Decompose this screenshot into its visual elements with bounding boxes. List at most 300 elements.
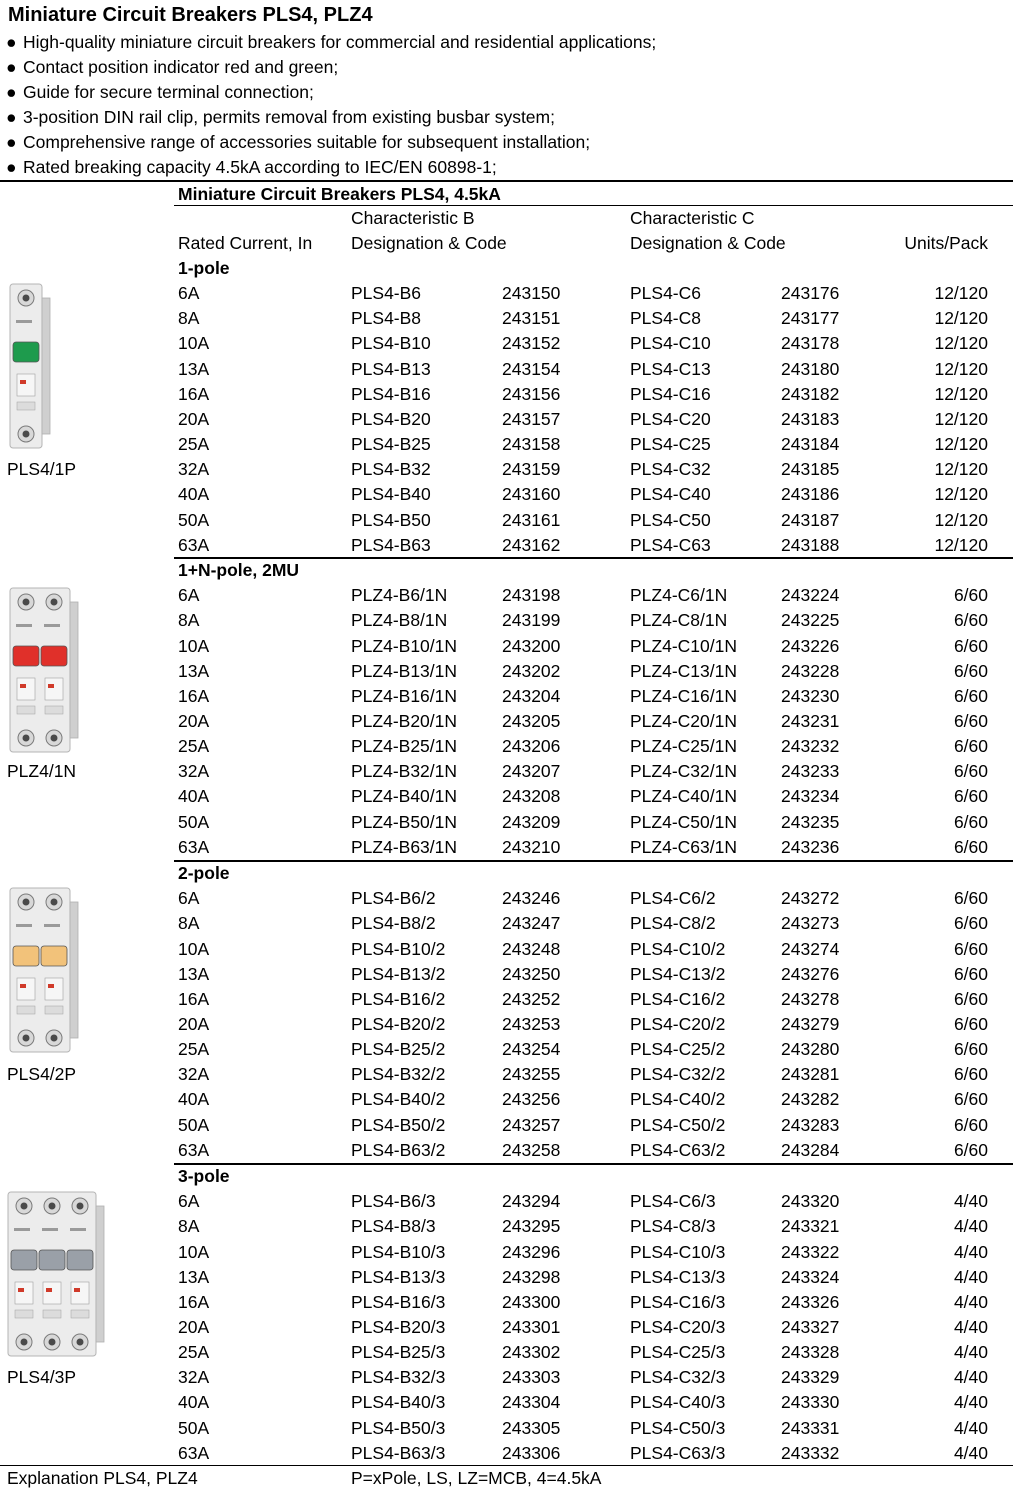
cell-units-pack: 4/40 (953, 1442, 988, 1463)
cell-designation-c: PLZ4-C32/1N (630, 761, 737, 782)
cell-designation-c: PLS4-C10/2 (630, 938, 726, 959)
cell-designation-c: PLS4-C6/3 (630, 1191, 716, 1212)
cell-code-b: 243208 (502, 786, 561, 807)
cell-units-pack: 4/40 (953, 1291, 988, 1312)
cell-designation-b: PLS4-B8 (351, 308, 422, 329)
cell-code-c: 243273 (781, 913, 840, 934)
cell-rated-current: 25A (178, 736, 210, 756)
product-label: PLS4/3P (7, 1367, 77, 1388)
cell-code-c: 243281 (781, 1064, 840, 1085)
cell-designation-c: PLS4-C63/3 (630, 1442, 726, 1463)
feature-item: ● Guide for secure terminal connection; (6, 80, 996, 105)
cell-code-c: 243274 (781, 938, 840, 959)
cell-designation-b: PLS4-B40/3 (351, 1392, 446, 1413)
cell-units-pack: 12/120 (934, 333, 988, 354)
cell-designation-c: PLS4-C20/3 (630, 1316, 726, 1337)
breaker-icon (8, 280, 54, 452)
cell-code-b: 243204 (502, 685, 561, 706)
cell-designation-c: PLS4-C25/3 (630, 1342, 726, 1362)
cell-rated-current: 6A (178, 1191, 200, 1212)
cell-designation-c: PLS4-C63 (630, 534, 711, 555)
cell-code-c: 243183 (781, 408, 840, 429)
cell-rated-current: 16A (178, 383, 210, 404)
cell-code-b: 243254 (502, 1039, 561, 1059)
cell-designation-c: PLZ4-C25/1N (630, 736, 737, 756)
section-divider (174, 1163, 1013, 1165)
bullet-icon: ● (6, 157, 17, 178)
feature-item: ● Comprehensive range of accessories suitable for subsequent installation; (6, 130, 996, 155)
cell-code-c: 243327 (781, 1316, 840, 1337)
cell-code-b: 243162 (502, 534, 561, 555)
section-heading: 2-pole (178, 863, 230, 883)
cell-designation-c: PLS4-C32 (630, 459, 711, 480)
cell-designation-b: PLS4-B13 (351, 358, 431, 379)
cell-units-pack: 6/60 (953, 610, 988, 631)
page-title: Miniature Circuit Breakers PLS4, PLZ4 (8, 4, 373, 26)
header-characteristic-b: Characteristic B (351, 208, 475, 228)
cell-units-pack: 6/60 (953, 938, 988, 959)
cell-rated-current: 63A (178, 1139, 210, 1160)
cell-designation-c: PLS4-C40 (630, 484, 711, 505)
cell-code-c: 243185 (781, 459, 840, 480)
cell-units-pack: 12/120 (934, 434, 988, 454)
cell-designation-b: PLS4-B20/2 (351, 1013, 446, 1034)
cell-units-pack: 12/120 (934, 509, 988, 530)
cell-designation-b: PLZ4-B8/1N (351, 610, 448, 631)
cell-designation-c: PLZ4-C20/1N (630, 710, 737, 731)
cell-designation-c: PLS4-C8/2 (630, 913, 716, 934)
cell-designation-b: PLS4-B16/2 (351, 988, 446, 1009)
cell-code-c: 243184 (781, 434, 840, 454)
breaker-image (8, 884, 82, 1061)
cell-code-c: 243279 (781, 1013, 840, 1034)
cell-designation-c: PLS4-C20/2 (630, 1013, 726, 1034)
cell-units-pack: 4/40 (953, 1241, 988, 1262)
cell-designation-b: PLZ4-B13/1N (351, 660, 458, 681)
cell-code-c: 243280 (781, 1039, 840, 1059)
cell-designation-c: PLS4-C16/2 (630, 988, 726, 1009)
cell-code-c: 243182 (781, 383, 840, 404)
cell-designation-b: PLS4-B63 (351, 534, 431, 555)
cell-code-b: 243199 (502, 610, 561, 631)
cell-rated-current: 13A (178, 963, 210, 984)
cell-code-b: 243252 (502, 988, 561, 1009)
cell-code-c: 243326 (781, 1291, 840, 1312)
cell-rated-current: 10A (178, 635, 210, 656)
cell-designation-c: PLS4-C50/2 (630, 1114, 726, 1135)
cell-code-c: 243178 (781, 333, 840, 354)
cell-rated-current: 20A (178, 408, 210, 429)
cell-code-c: 243176 (781, 283, 840, 304)
breaker-image (8, 280, 54, 457)
cell-units-pack: 4/40 (953, 1392, 988, 1413)
cell-code-b: 243302 (502, 1342, 561, 1362)
cell-rated-current: 50A (178, 811, 210, 832)
cell-designation-b: PLZ4-B20/1N (351, 710, 458, 731)
cell-rated-current: 8A (178, 913, 200, 934)
cell-units-pack: 6/60 (953, 736, 988, 756)
cell-designation-c: PLZ4-C6/1N (630, 585, 728, 606)
cell-rated-current: 50A (178, 1417, 210, 1438)
cell-designation-c: PLS4-C8 (630, 308, 702, 329)
header-rated-current: Rated Current, In (178, 233, 313, 253)
cell-units-pack: 6/60 (953, 1089, 988, 1110)
cell-designation-b: PLS4-B10 (351, 333, 431, 354)
cell-rated-current: 10A (178, 938, 210, 959)
cell-code-b: 243198 (502, 585, 561, 606)
cell-designation-c: PLZ4-C10/1N (630, 635, 737, 656)
cell-designation-c: PLZ4-C50/1N (630, 811, 737, 832)
cell-units-pack: 6/60 (953, 963, 988, 984)
cell-code-b: 243202 (502, 660, 561, 681)
cell-designation-b: PLS4-B10/3 (351, 1241, 446, 1262)
cell-code-c: 243226 (781, 635, 840, 656)
cell-designation-c: PLS4-C32/3 (630, 1367, 726, 1388)
cell-code-c: 243322 (781, 1241, 840, 1262)
cell-rated-current: 40A (178, 484, 210, 505)
cell-designation-c: PLS4-C13/3 (630, 1266, 726, 1287)
cell-designation-b: PLZ4-B63/1N (351, 836, 458, 857)
bullet-icon: ● (6, 82, 17, 103)
cell-rated-current: 10A (178, 333, 210, 354)
cell-units-pack: 6/60 (953, 585, 988, 606)
cell-designation-b: PLZ4-B50/1N (351, 811, 458, 832)
cell-units-pack: 6/60 (953, 710, 988, 731)
feature-list (6, 30, 996, 181)
cell-code-c: 243234 (781, 786, 840, 807)
cell-units-pack: 6/60 (953, 660, 988, 681)
cell-designation-b: PLZ4-B6/1N (351, 585, 448, 606)
cell-rated-current: 10A (178, 1241, 210, 1262)
cell-code-c: 243232 (781, 736, 840, 756)
cell-code-c: 243332 (781, 1442, 840, 1463)
cell-code-b: 243304 (502, 1392, 561, 1413)
cell-units-pack: 12/120 (934, 534, 988, 555)
cell-rated-current: 63A (178, 836, 210, 857)
cell-rated-current: 16A (178, 988, 210, 1009)
cell-rated-current: 25A (178, 434, 210, 454)
cell-designation-c: PLS4-C10 (630, 333, 711, 354)
breaker-icon (6, 1188, 108, 1360)
cell-units-pack: 4/40 (953, 1417, 988, 1438)
cell-rated-current: 13A (178, 358, 210, 379)
cell-designation-c: PLS4-C20 (630, 408, 711, 429)
cell-code-c: 243320 (781, 1191, 840, 1212)
cell-rated-current: 20A (178, 1316, 210, 1337)
cell-code-b: 243258 (502, 1139, 561, 1160)
cell-designation-c: PLS4-C8/3 (630, 1216, 716, 1237)
cell-designation-b: PLS4-B13/3 (351, 1266, 446, 1287)
cell-rated-current: 8A (178, 1216, 200, 1237)
cell-code-c: 243282 (781, 1089, 840, 1110)
cell-units-pack: 12/120 (934, 383, 988, 404)
cell-rated-current: 32A (178, 1064, 210, 1085)
section-divider (174, 557, 1013, 559)
feature-item: ● 3-position DIN rail clip, permits removal from existing busbar system; (6, 105, 996, 130)
cell-designation-c: PLS4-C50 (630, 509, 711, 530)
cell-code-b: 243250 (502, 963, 561, 984)
cell-designation-b: PLS4-B32/3 (351, 1367, 446, 1388)
cell-code-c: 243330 (781, 1392, 840, 1413)
cell-designation-c: PLS4-C13/2 (630, 963, 726, 984)
cell-designation-b: PLS4-B63/3 (351, 1442, 446, 1463)
cell-designation-c: PLS4-C6 (630, 283, 702, 304)
cell-designation-b: PLS4-B8/3 (351, 1216, 436, 1237)
cell-units-pack: 4/40 (953, 1342, 988, 1362)
cell-designation-b: PLS4-B20 (351, 408, 431, 429)
cell-code-c: 243180 (781, 358, 840, 379)
cell-units-pack: 6/60 (953, 1139, 988, 1160)
cell-code-c: 243177 (781, 308, 840, 329)
header-units-pack: Units/Pack (904, 233, 988, 253)
cell-code-c: 243233 (781, 761, 840, 782)
cell-units-pack: 6/60 (953, 786, 988, 807)
cell-rated-current: 25A (178, 1342, 210, 1362)
cell-designation-b: PLZ4-B32/1N (351, 761, 458, 782)
feature-item: ● Contact position indicator red and green; (6, 55, 996, 80)
cell-units-pack: 4/40 (953, 1367, 988, 1388)
header-designation-b: Designation & Code (351, 233, 507, 253)
cell-code-b: 243151 (502, 308, 561, 329)
cell-code-b: 243298 (502, 1266, 561, 1287)
cell-code-b: 243207 (502, 761, 561, 782)
cell-units-pack: 6/60 (953, 1013, 988, 1034)
section-heading: 1+N-pole, 2MU (178, 560, 300, 580)
cell-rated-current: 32A (178, 459, 210, 480)
feature-item: ● High-quality miniature circuit breakers for commercial and residential applications; (6, 30, 996, 55)
cell-units-pack: 6/60 (953, 1064, 988, 1085)
cell-units-pack: 6/60 (953, 988, 988, 1009)
cell-code-c: 243186 (781, 484, 840, 505)
cell-rated-current: 50A (178, 1114, 210, 1135)
cell-units-pack: 4/40 (953, 1191, 988, 1212)
cell-code-b: 243200 (502, 635, 561, 656)
cell-rated-current: 20A (178, 1013, 210, 1034)
cell-designation-c: PLZ4-C8/1N (630, 610, 728, 631)
cell-designation-b: PLS4-B25/2 (351, 1039, 446, 1059)
cell-code-b: 243246 (502, 888, 561, 909)
cell-designation-b: PLZ4-B25/1N (351, 736, 458, 756)
cell-rated-current: 8A (178, 610, 200, 631)
cell-designation-b: PLS4-B13/2 (351, 963, 446, 984)
header-designation-c: Designation & Code (630, 233, 786, 253)
cell-rated-current: 6A (178, 283, 200, 304)
cell-code-b: 243206 (502, 736, 561, 756)
cell-designation-b: PLS4-B50/2 (351, 1114, 446, 1135)
cell-code-c: 243272 (781, 888, 840, 909)
cell-designation-c: PLS4-C50/3 (630, 1417, 726, 1438)
cell-rated-current: 63A (178, 534, 210, 555)
cell-code-b: 243295 (502, 1216, 561, 1237)
cell-code-c: 243283 (781, 1114, 840, 1135)
cell-units-pack: 12/120 (934, 283, 988, 304)
cell-designation-c: PLZ4-C16/1N (630, 685, 737, 706)
cell-units-pack: 6/60 (953, 761, 988, 782)
cell-units-pack: 6/60 (953, 888, 988, 909)
cell-code-b: 243205 (502, 710, 561, 731)
cell-designation-b: PLS4-B40/2 (351, 1089, 446, 1110)
cell-designation-c: PLS4-C10/3 (630, 1241, 726, 1262)
cell-units-pack: 6/60 (953, 811, 988, 832)
cell-designation-c: PLS4-C40/3 (630, 1392, 726, 1413)
cell-rated-current: 25A (178, 1039, 210, 1059)
cell-code-b: 243157 (502, 408, 561, 429)
cell-code-c: 243235 (781, 811, 840, 832)
cell-designation-c: PLS4-C63/2 (630, 1139, 726, 1160)
breaker-image (8, 584, 82, 761)
cell-designation-b: PLS4-B32/2 (351, 1064, 446, 1085)
cell-code-c: 243278 (781, 988, 840, 1009)
cell-units-pack: 6/60 (953, 1039, 988, 1059)
cell-code-b: 243301 (502, 1316, 561, 1337)
cell-code-b: 243305 (502, 1417, 561, 1438)
breaker-icon (8, 584, 82, 756)
cell-designation-b: PLS4-B8/2 (351, 913, 436, 934)
table-top-rule (0, 180, 1013, 182)
bullet-icon: ● (6, 132, 17, 153)
cell-code-b: 243257 (502, 1114, 561, 1135)
cell-code-c: 243187 (781, 509, 840, 530)
section-divider (174, 860, 1013, 862)
cell-rated-current: 20A (178, 710, 210, 731)
cell-rated-current: 63A (178, 1442, 210, 1463)
cell-code-c: 243230 (781, 685, 840, 706)
cell-units-pack: 6/60 (953, 913, 988, 934)
cell-code-b: 243150 (502, 283, 561, 304)
cell-code-b: 243294 (502, 1191, 561, 1212)
cell-designation-c: PLS4-C25 (630, 434, 711, 454)
footer-explanation: P=xPole, LS, LZ=MCB, 4=4.5kA (351, 1468, 602, 1488)
cell-code-b: 243160 (502, 484, 561, 505)
cell-rated-current: 32A (178, 761, 210, 782)
cell-designation-b: PLS4-B16/3 (351, 1291, 446, 1312)
cell-code-b: 243152 (502, 333, 561, 354)
cell-rated-current: 6A (178, 888, 200, 909)
cell-code-c: 243225 (781, 610, 840, 631)
cell-code-c: 243228 (781, 660, 840, 681)
table-title-rule (174, 205, 1013, 206)
cell-rated-current: 13A (178, 1266, 210, 1287)
cell-rated-current: 6A (178, 585, 200, 606)
cell-units-pack: 4/40 (953, 1216, 988, 1237)
cell-designation-c: PLS4-C40/2 (630, 1089, 726, 1110)
cell-designation-b: PLS4-B6/3 (351, 1191, 436, 1212)
cell-designation-b: PLS4-B25/3 (351, 1342, 446, 1362)
product-label: PLS4/1P (7, 459, 77, 480)
cell-code-b: 243303 (502, 1367, 561, 1388)
table-title: Miniature Circuit Breakers PLS4, 4.5kA (178, 184, 501, 204)
cell-code-c: 243324 (781, 1266, 840, 1287)
cell-designation-b: PLS4-B6 (351, 283, 422, 304)
cell-designation-b: PLS4-B50 (351, 509, 431, 530)
cell-designation-c: PLS4-C6/2 (630, 888, 716, 909)
cell-code-b: 243159 (502, 459, 561, 480)
cell-code-b: 243247 (502, 913, 561, 934)
cell-designation-b: PLZ4-B40/1N (351, 786, 458, 807)
cell-code-c: 243276 (781, 963, 840, 984)
cell-code-b: 243248 (502, 938, 561, 959)
cell-designation-c: PLS4-C32/2 (630, 1064, 726, 1085)
breaker-icon (8, 884, 82, 1056)
cell-code-b: 243210 (502, 836, 561, 857)
cell-code-b: 243306 (502, 1442, 561, 1463)
cell-designation-b: PLZ4-B16/1N (351, 685, 458, 706)
cell-designation-c: PLZ4-C40/1N (630, 786, 737, 807)
cell-designation-b: PLS4-B10/2 (351, 938, 446, 959)
cell-designation-c: PLS4-C13 (630, 358, 711, 379)
cell-rated-current: 32A (178, 1367, 210, 1388)
cell-designation-c: PLS4-C16 (630, 383, 711, 404)
cell-code-c: 243188 (781, 534, 840, 555)
cell-rated-current: 40A (178, 786, 210, 807)
cell-rated-current: 50A (178, 509, 210, 530)
cell-designation-c: PLZ4-C13/1N (630, 660, 737, 681)
cell-units-pack: 12/120 (934, 308, 988, 329)
cell-code-c: 243331 (781, 1417, 840, 1438)
product-label: PLS4/2P (7, 1064, 77, 1085)
cell-rated-current: 8A (178, 308, 200, 329)
cell-designation-b: PLS4-B6/2 (351, 888, 436, 909)
cell-code-b: 243255 (502, 1064, 561, 1085)
cell-units-pack: 6/60 (953, 1114, 988, 1135)
cell-designation-b: PLS4-B20/3 (351, 1316, 446, 1337)
header-characteristic-c: Characteristic C (630, 208, 755, 228)
cell-designation-b: PLS4-B50/3 (351, 1417, 446, 1438)
cell-rated-current: 16A (178, 685, 210, 706)
cell-designation-c: PLZ4-C63/1N (630, 836, 737, 857)
cell-code-b: 243253 (502, 1013, 561, 1034)
breaker-image (6, 1188, 108, 1365)
cell-designation-b: PLZ4-B10/1N (351, 635, 458, 656)
cell-code-c: 243328 (781, 1342, 840, 1362)
bullet-icon: ● (6, 32, 17, 52)
cell-units-pack: 6/60 (953, 685, 988, 706)
cell-code-b: 243154 (502, 358, 561, 379)
cell-designation-b: PLS4-B40 (351, 484, 431, 505)
cell-code-b: 243300 (502, 1291, 561, 1312)
cell-code-b: 243256 (502, 1089, 561, 1110)
cell-designation-b: PLS4-B16 (351, 383, 431, 404)
cell-code-b: 243296 (502, 1241, 561, 1262)
cell-units-pack: 4/40 (953, 1316, 988, 1337)
cell-code-c: 243321 (781, 1216, 840, 1237)
cell-code-c: 243236 (781, 836, 840, 857)
cell-units-pack: 12/120 (934, 358, 988, 379)
section-heading: 3-pole (178, 1166, 230, 1186)
cell-code-b: 243158 (502, 434, 561, 454)
cell-code-c: 243329 (781, 1367, 840, 1388)
cell-rated-current: 13A (178, 660, 210, 681)
bullet-icon: ● (6, 57, 17, 78)
cell-units-pack: 6/60 (953, 836, 988, 857)
cell-units-pack: 12/120 (934, 459, 988, 480)
cell-code-b: 243209 (502, 811, 561, 832)
cell-designation-c: PLS4-C16/3 (630, 1291, 726, 1312)
section-heading: 1-pole (178, 258, 230, 278)
cell-units-pack: 12/120 (934, 408, 988, 429)
footer-label: Explanation PLS4, PLZ4 (7, 1468, 198, 1488)
cell-code-b: 243156 (502, 383, 561, 404)
cell-rated-current: 16A (178, 1291, 210, 1312)
cell-designation-c: PLS4-C25/2 (630, 1039, 726, 1059)
cell-units-pack: 4/40 (953, 1266, 988, 1287)
cell-designation-b: PLS4-B63/2 (351, 1139, 446, 1160)
feature-item: ● Rated breaking capacity 4.5kA according to IEC/EN 60898-1; (6, 155, 996, 180)
bullet-icon: ● (6, 107, 17, 128)
cell-rated-current: 40A (178, 1392, 210, 1413)
cell-units-pack: 6/60 (953, 635, 988, 656)
cell-code-b: 243161 (502, 509, 561, 530)
